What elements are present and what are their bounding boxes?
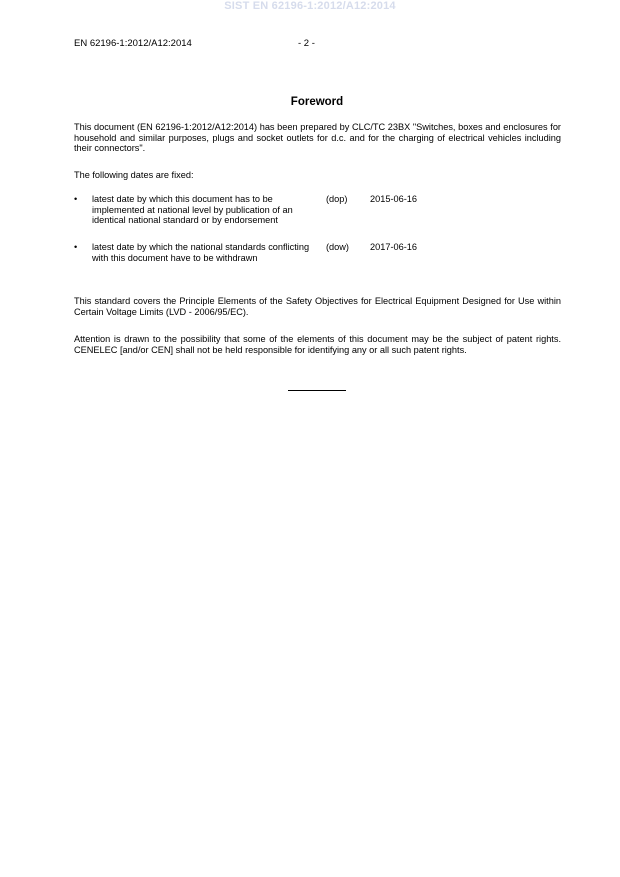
- dates-list: [74, 194, 561, 274]
- date-description: latest date by which the national standards conflicting with this document have to be withdrawn: [92, 242, 310, 263]
- page-number: - 2 -: [298, 38, 315, 49]
- standard-scope-paragraph: This standard covers the Principle Elements of the Safety Objectives for Electrical Equipment Designed for Use within Certain Voltage Limits (LVD - 2006/95/EC).: [74, 296, 561, 317]
- date-value: 2015-06-16: [370, 194, 417, 204]
- date-value: 2017-06-16: [370, 242, 417, 252]
- page-title: Foreword: [290, 96, 344, 108]
- bullet-icon: •: [74, 242, 78, 252]
- date-code: (dow): [326, 242, 349, 252]
- patent-rights-paragraph: Attention is drawn to the possibility that some of the elements of this document may be the subject of patent rights. CENELEC [and/or CEN] shall not be held responsible for identifying any or all such patent rights.: [74, 334, 561, 355]
- document-id: EN 62196-1:2012/A12:2014: [74, 38, 192, 49]
- list-item: [74, 242, 561, 274]
- watermark: SIST EN 62196-1:2012/A12:2014: [224, 0, 396, 12]
- dates-intro-paragraph: The following dates are fixed:: [74, 170, 194, 180]
- end-divider: [288, 390, 346, 391]
- bullet-icon: •: [74, 194, 78, 204]
- foreword-paragraph-prepared-by: This document (EN 62196-1:2012/A12:2014) has been prepared by CLC/TC 23BX "Switches, boxes and enclosures for household and similar purposes, plugs and socket outlets for d.c. and for the charging of electrical vehicles including their connectors".: [74, 122, 561, 154]
- date-description: latest date by which this document has to be implemented at national level by publication of an identical national standard or by endorsement: [92, 194, 293, 226]
- list-item: [74, 194, 561, 242]
- date-code: (dop): [326, 194, 348, 204]
